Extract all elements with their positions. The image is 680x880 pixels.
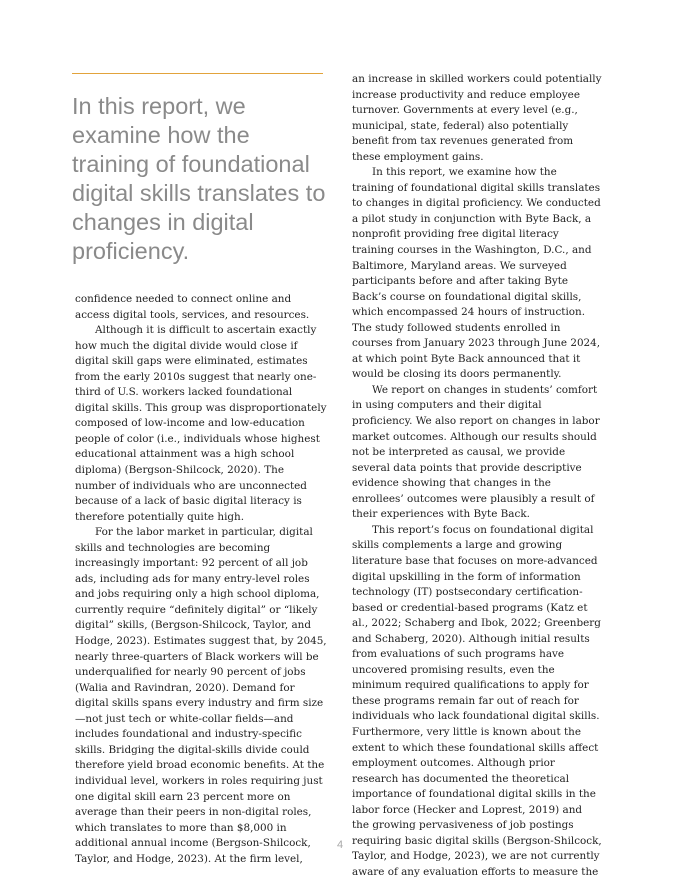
body-paragraph: This report’s focus on foundational digital skills complements a large and growing literature base that focuses on more-advanced digital upskilling in the form of information technology (IT) postsecondary certification-based or credential-based programs (Katz et al., 2022; Schaberg and Ibok, 2022; Greenberg and Schaberg, 2020). Although initial results from evaluations of such programs have uncovered promising results, even the minimum required qualifications to apply for these programs remain far out of reach for individuals who lack foundational digital skills. Furthermore, very little is known about the extent to which these foundational skills affect employment outcomes. Although prior research has documented the theoretical importance of foundational digital skills in the labor force (Hecker and Loprest, 2019) and the growing pervasiveness of job postings requiring basic digital skills (Bergson-Shilcock, Taylor, and Hodge, 2023), we are not currently aware of any evaluation efforts to measure the: [352, 523, 602, 878]
body-paragraph: Although it is difficult to ascertain exactly how much the digital divide would close if digital skill gaps were eliminated, estimates from the early 2010s suggest that nearly one-third of U.S. workers lacked foundational digital skills. This group was disproportionately composed of low-income and low-education people of color (i.e., individuals whose highest educational attainment was a high school diploma) (Bergson-Shilcock, 2020). The number of individuals who are unconnected because of a lack of basic digital literacy is therefore potentially quite high.: [75, 324, 327, 523]
left-column: [75, 292, 328, 867]
body-paragraph: In this report, we examine how the training of foundational digital skills translates to changes in digital proficiency. We conducted a pilot study in conjunction with Byte Back, a nonprofit providing free digital literacy training courses in the Washington, D.C., and Baltimore, Maryland areas. We surveyed participants before and after taking Byte Back’s course on foundational digital skills, which encompassed 24 hours of instruction. The study followed students enrolled in courses from January 2023 through June 2024, at which point Byte Back announced that it would be closing its doors permanently.: [352, 166, 601, 381]
right-column: [352, 72, 602, 880]
body-paragraph: For the labor market in particular, digital skills and technologies are becoming increasingly important: 92 percent of all job ads, including ads for many entry-level roles and jobs requiring only a high school diploma, currently require “definitely digital” or “likely digital” skills, (Bergson-Shilcock, Taylor, and Hodge, 2023). Estimates suggest that, by 2045, nearly three-quarters of Black workers will be underqualified for nearly 90 percent of jobs (Walia and Ravindran, 2020). Demand for digital skills spans every industry and firm size—not just tech or white-collar fields—and includes foundational and industry-specific skills. Bridging the digital-skills divide could therefore yield broad economic benefits. At the individual level, workers in roles requiring just one digital skill earn 23 percent more on average than their peers in non-digital roles, which translates to more than $8,000 in additional annual income (Bergson-Shilcock, Taylor, and Hodge, 2023). At the firm level,: [75, 526, 327, 865]
body-paragraph: confidence needed to connect online and access digital tools, services, and resources.: [75, 293, 310, 321]
accent-rule: [72, 73, 323, 74]
body-paragraph: We report on changes in students’ comfort in using computers and their digital proficiency. We also report on changes in labor market outcomes. Although our results should not be interpreted as causal, we provide several data points that provide descriptive evidence showing that changes in the enrollees’ outcomes were plausibly a result of their experiences with Byte Back.: [352, 383, 600, 521]
pull-quote: In this report, we examine how the training of foundational digital skills translates to changes in digital proficiency.: [72, 93, 326, 264]
body-paragraph: an increase in skilled workers could potentially increase productivity and reduce employee turnover. Governments at every level (e.g., municipal, state, federal) also potentially benefit from tax revenues generated from these employment gains.: [352, 73, 602, 163]
page-number: 4: [336, 839, 344, 851]
